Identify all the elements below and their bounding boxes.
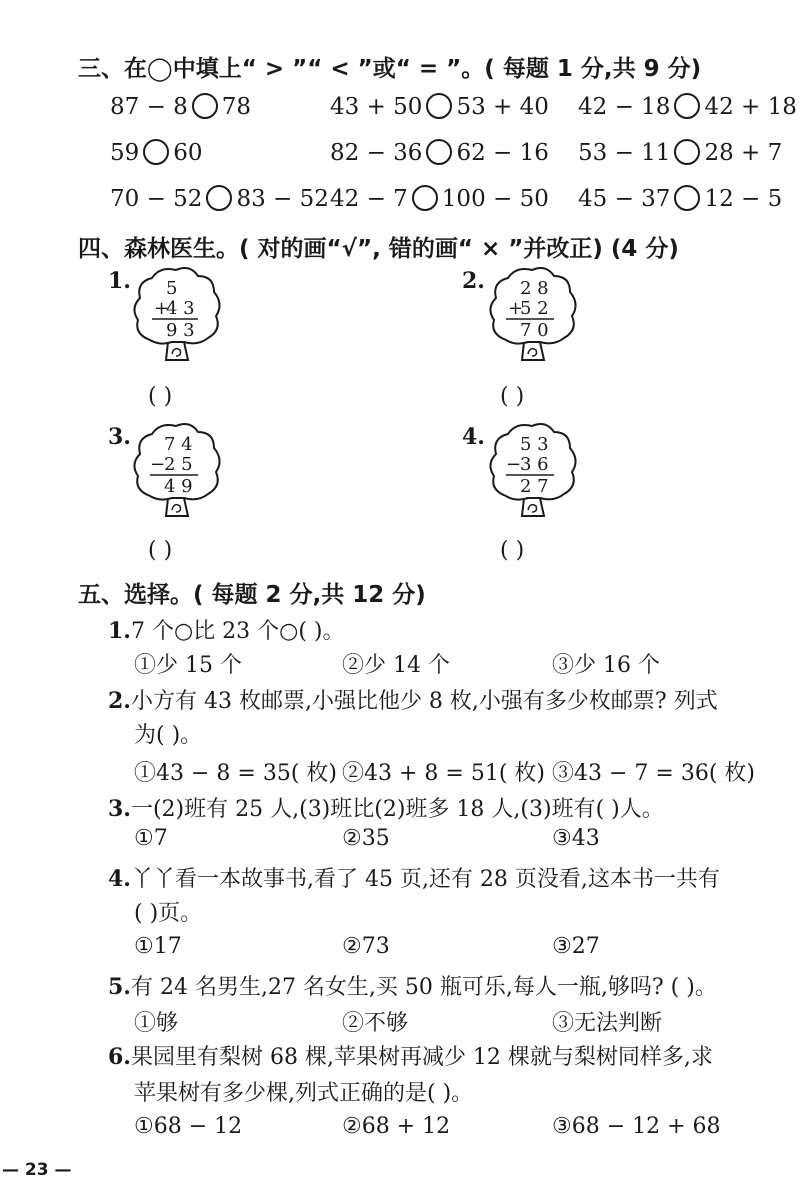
question-4-line2: ( )页。 <box>134 901 203 926</box>
section-4-title: 四、森林医生。( 对的画“√”, 错的画“ × ”并改正) (4 分) <box>78 236 679 262</box>
tree-bottom-number: 4 3 <box>166 298 195 319</box>
option-2[interactable]: ②少 14 个 <box>342 653 450 678</box>
comparison-item: 42 − 18 42 + 18 <box>578 94 797 120</box>
tree-icon <box>128 262 228 372</box>
question-number: 4. <box>462 424 485 450</box>
question-number: 1. <box>108 268 131 294</box>
answer-parentheses[interactable]: ( ) <box>500 538 525 563</box>
question-number: 3. <box>108 424 131 450</box>
question-5: 5.有 24 名男生,27 名女生,买 50 瓶可乐,每人一瓶,够吗? ( )。 <box>108 974 717 1000</box>
tree-operator: + <box>508 298 524 319</box>
answer-parentheses[interactable]: ( ) <box>500 384 525 409</box>
question-1: 1.7 个○比 23 个○( )。 <box>108 618 345 644</box>
option-3[interactable]: ③少 16 个 <box>552 653 660 678</box>
comparison-item: 45 − 37 12 − 5 <box>578 186 783 212</box>
option-2[interactable]: ②73 <box>342 934 390 959</box>
comparison-item: 43 + 50 53 + 40 <box>330 94 549 120</box>
option-3[interactable]: ③68 − 12 + 68 <box>552 1114 721 1139</box>
tree-top-number: 5 3 <box>520 434 549 455</box>
question-6: 6.果园里有梨树 68 棵,苹果树再减少 12 棵就与梨树同样多,求 <box>108 1044 713 1070</box>
tree-top-number: 5 <box>166 278 178 299</box>
page-number: — 23 — <box>2 1160 72 1180</box>
answer-circle[interactable] <box>206 185 232 211</box>
answer-parentheses[interactable]: ( ) <box>148 384 173 409</box>
tree-bottom-number: 2 5 <box>164 454 193 475</box>
answer-circle[interactable] <box>143 139 169 165</box>
comparison-item: 53 − 11 28 + 7 <box>578 140 783 166</box>
tree-icon <box>484 262 584 372</box>
option-1[interactable]: ①17 <box>134 934 182 959</box>
answer-circle[interactable] <box>426 139 452 165</box>
comparison-item: 42 − 7 100 − 50 <box>330 186 549 212</box>
answer-circle[interactable] <box>674 139 700 165</box>
tree-result: 4 9 <box>164 476 193 497</box>
tree-bottom-number: 3 6 <box>520 454 549 475</box>
comparison-item: 59 60 <box>110 140 203 166</box>
tree-operator: − <box>150 454 166 475</box>
tree-top-number: 2 8 <box>520 278 549 299</box>
tree-icon <box>128 418 228 528</box>
option-2[interactable]: ②43 + 8 = 51( 枚) <box>342 761 545 786</box>
tree-operator: + <box>154 298 170 319</box>
option-3[interactable]: ③43 − 7 = 36( 枚) <box>552 761 755 786</box>
comparison-item: 82 − 36 62 − 16 <box>330 140 549 166</box>
tree-operator: − <box>506 454 522 475</box>
option-3[interactable]: ③27 <box>552 934 600 959</box>
option-3[interactable]: ③43 <box>552 826 600 851</box>
option-1[interactable]: ①7 <box>134 826 168 851</box>
answer-circle[interactable] <box>412 185 438 211</box>
option-3[interactable]: ③无法判断 <box>552 1011 663 1036</box>
option-2[interactable]: ②68 + 12 <box>342 1114 451 1139</box>
question-2-line2: 为( )。 <box>134 723 203 748</box>
option-2[interactable]: ②35 <box>342 826 390 851</box>
answer-parentheses[interactable]: ( ) <box>148 538 173 563</box>
option-1[interactable]: ①68 − 12 <box>134 1114 243 1139</box>
comparison-item: 70 − 52 83 − 52 <box>110 186 329 212</box>
question-number: 2. <box>462 268 485 294</box>
question-3: 3.一(2)班有 25 人,(3)班比(2)班多 18 人,(3)班有( )人。 <box>108 796 664 822</box>
answer-circle[interactable] <box>674 93 700 119</box>
section-5-title: 五、选择。( 每题 2 分,共 12 分) <box>78 582 426 608</box>
tree-result: 9 3 <box>166 320 195 341</box>
tree-top-number: 7 4 <box>164 434 193 455</box>
option-1[interactable]: ①少 15 个 <box>134 653 242 678</box>
section-3-title: 三、在◯中填上“ > ”“ < ”或“ = ”。( 每题 1 分,共 9 分) <box>78 56 702 82</box>
comparison-item: 87 − 8 78 <box>110 94 252 120</box>
tree-result: 2 7 <box>520 476 549 497</box>
answer-circle[interactable] <box>192 93 218 119</box>
question-6-line2: 苹果树有多少棵,列式正确的是( )。 <box>134 1081 474 1106</box>
tree-result: 7 0 <box>520 320 549 341</box>
option-1[interactable]: ①43 − 8 = 35( 枚) <box>134 761 337 786</box>
question-4: 4.丫丫看一本故事书,看了 45 页,还有 28 页没看,这本书一共有 <box>108 866 720 892</box>
tree-bottom-number: 5 2 <box>520 298 549 319</box>
question-2: 2.小方有 43 枚邮票,小强比他少 8 枚,小强有多少枚邮票? 列式 <box>108 688 718 714</box>
answer-circle[interactable] <box>674 185 700 211</box>
option-1[interactable]: ①够 <box>134 1011 179 1036</box>
answer-circle[interactable] <box>426 93 452 119</box>
option-2[interactable]: ②不够 <box>342 1011 409 1036</box>
tree-icon <box>484 418 584 528</box>
